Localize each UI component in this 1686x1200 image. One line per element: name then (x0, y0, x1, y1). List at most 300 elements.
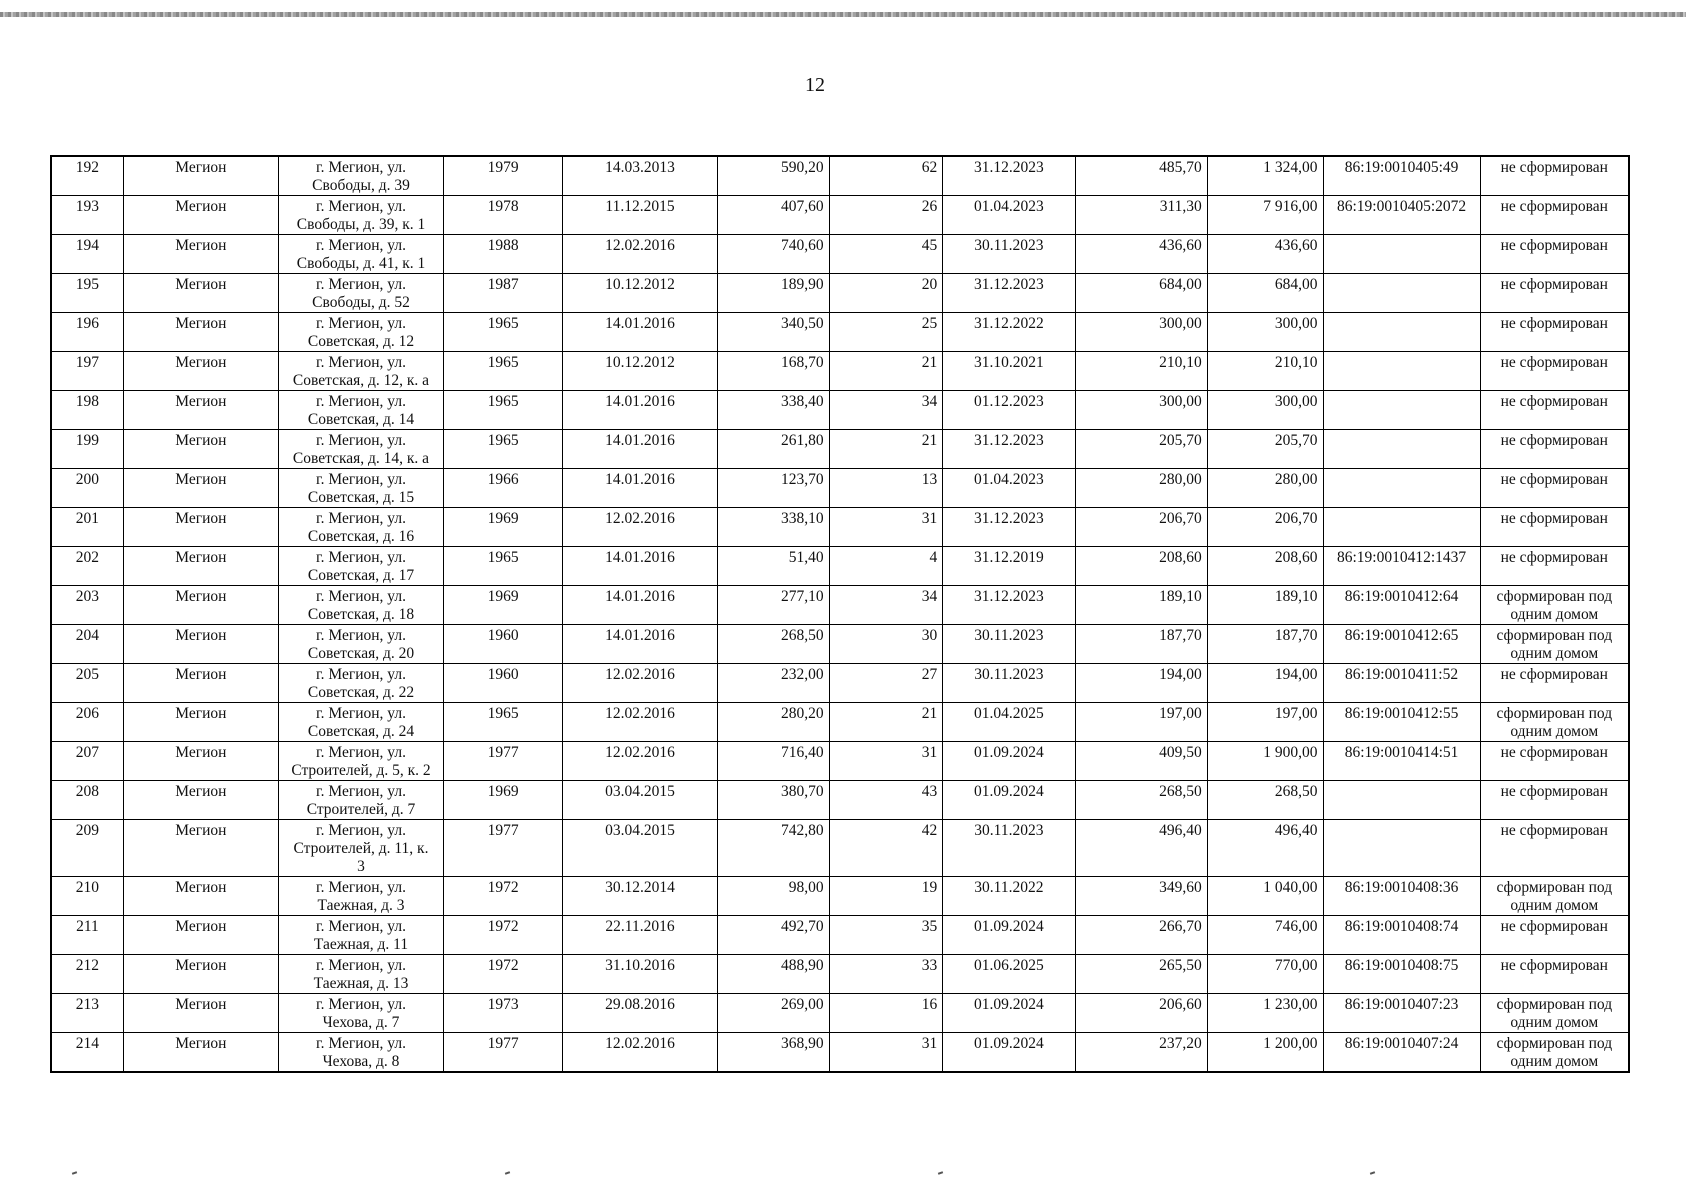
row-number-cell (51, 508, 123, 547)
address-text: Таежная, д. 13 (313, 975, 409, 992)
area-value-2-text: 205,70 (1274, 432, 1318, 449)
land-status-cell (1480, 469, 1629, 508)
area-value-1-cell (1075, 469, 1207, 508)
address-text: г. Мегион, ул. (316, 432, 406, 449)
address-text: Советская, д. 22 (307, 684, 415, 701)
recognition-date-cell (563, 1033, 718, 1073)
resettlement-date-text: 01.04.2023 (974, 198, 1044, 215)
land-status-cell (1480, 916, 1629, 955)
municipality-cell (123, 1033, 278, 1073)
area-value-2-text: 1 324,00 (1263, 159, 1318, 176)
municipality-text: Мегион (175, 159, 227, 176)
land-status-cell (1480, 313, 1629, 352)
area-value-1-cell (1075, 391, 1207, 430)
area-value-2-cell (1207, 955, 1323, 994)
area-value-2-text: 7 916,00 (1263, 198, 1318, 215)
land-status-cell (1480, 274, 1629, 313)
area-value-cell (718, 820, 830, 877)
cadastral-number-cell (1323, 625, 1480, 664)
cadastral-number-cell (1323, 742, 1480, 781)
resident-count-text: 33 (921, 957, 938, 974)
land-status-cell (1480, 994, 1629, 1033)
recognition-date-text: 14.01.2016 (605, 315, 675, 332)
municipality-cell (123, 430, 278, 469)
area-value-1-cell (1075, 916, 1207, 955)
area-value-text: 340,50 (780, 315, 824, 332)
area-value-cell (718, 877, 830, 916)
address-text: Свободы, д. 39 (312, 177, 410, 194)
cadastral-number-cell (1323, 156, 1480, 196)
resident-count-cell (829, 664, 943, 703)
recognition-date-text: 10.12.2012 (605, 354, 675, 371)
area-value-1-cell (1075, 235, 1207, 274)
cadastral-number-cell (1323, 1033, 1480, 1073)
resident-count-text: 21 (921, 705, 938, 722)
table-row (51, 742, 1629, 781)
area-value-2-cell (1207, 994, 1323, 1033)
address-cell (278, 156, 443, 196)
resettlement-date-text: 01.04.2023 (974, 471, 1044, 488)
build-year-text: 1965 (487, 393, 519, 410)
build-year-cell (444, 664, 563, 703)
municipality-cell (123, 742, 278, 781)
address-cell (278, 742, 443, 781)
recognition-date-text: 29.08.2016 (605, 996, 675, 1013)
build-year-cell (444, 781, 563, 820)
land-status-cell (1480, 703, 1629, 742)
row-number-text: 195 (75, 276, 100, 293)
recognition-date-cell (563, 235, 718, 274)
row-number-text: 206 (75, 705, 100, 722)
address-text: г. Мегион, ул. (316, 159, 406, 176)
area-value-1-text: 280,00 (1159, 471, 1202, 488)
municipality-cell (123, 156, 278, 196)
address-text: Советская, д. 24 (307, 723, 415, 740)
resettlement-date-text: 31.12.2019 (974, 549, 1044, 566)
municipality-text: Мегион (175, 1035, 227, 1052)
row-number-text: 209 (75, 822, 100, 839)
resettlement-date-text: 30.11.2023 (974, 822, 1044, 839)
table-body (51, 156, 1629, 1072)
build-year-cell (444, 391, 563, 430)
build-year-cell (444, 313, 563, 352)
area-value-2-cell (1207, 274, 1323, 313)
area-value-1-cell (1075, 430, 1207, 469)
address-text: Таежная, д. 3 (317, 897, 405, 914)
resident-count-cell (829, 955, 943, 994)
area-value-text: 280,20 (780, 705, 824, 722)
resettlement-date-cell (943, 994, 1075, 1033)
cadastral-number-text: 86:19:0010412:65 (1344, 627, 1459, 644)
recognition-date-text: 14.01.2016 (605, 432, 675, 449)
resident-count-text: 43 (921, 783, 938, 800)
table-row (51, 916, 1629, 955)
area-value-2-text: 210,10 (1274, 354, 1318, 371)
municipality-text: Мегион (175, 822, 227, 839)
area-value-2-text: 746,00 (1274, 918, 1318, 935)
resident-count-text: 13 (921, 471, 938, 488)
area-value-cell (718, 586, 830, 625)
area-value-2-text: 300,00 (1274, 393, 1318, 410)
area-value-1-cell (1075, 196, 1207, 235)
cadastral-number-cell (1323, 820, 1480, 877)
area-value-2-text: 770,00 (1274, 957, 1318, 974)
resettlement-date-text: 31.10.2021 (974, 354, 1044, 371)
resident-count-cell (829, 313, 943, 352)
resident-count-cell (829, 820, 943, 877)
row-number-text: 211 (76, 918, 99, 935)
municipality-cell (123, 781, 278, 820)
address-cell (278, 1033, 443, 1073)
area-value-1-cell (1075, 352, 1207, 391)
resettlement-date-cell (943, 781, 1075, 820)
row-number-cell (51, 781, 123, 820)
build-year-cell (444, 235, 563, 274)
area-value-1-text: 197,00 (1159, 705, 1202, 722)
build-year-text: 1973 (487, 996, 519, 1013)
resettlement-date-cell (943, 742, 1075, 781)
area-value-text: 590,20 (780, 159, 824, 176)
address-text: г. Мегион, ул. (316, 918, 406, 935)
cadastral-number-cell (1323, 391, 1480, 430)
area-value-1-text: 265,50 (1159, 957, 1202, 974)
address-text: Строителей, д. 5, к. 2 (291, 762, 431, 779)
address-text: Советская, д. 16 (307, 528, 415, 545)
area-value-2-text: 194,00 (1274, 666, 1318, 683)
address-cell (278, 352, 443, 391)
row-number-cell (51, 820, 123, 877)
area-value-1-text: 268,50 (1159, 783, 1202, 800)
area-value-1-cell (1075, 586, 1207, 625)
build-year-cell (444, 156, 563, 196)
table-row (51, 547, 1629, 586)
land-status-text: сформирован под (1496, 627, 1613, 644)
address-text: г. Мегион, ул. (316, 549, 406, 566)
municipality-cell (123, 664, 278, 703)
resettlement-date-cell (943, 313, 1075, 352)
recognition-date-text: 22.11.2016 (605, 918, 675, 935)
address-cell (278, 877, 443, 916)
row-number-text: 212 (75, 957, 100, 974)
municipality-cell (123, 352, 278, 391)
municipality-text: Мегион (175, 879, 227, 896)
address-text: Свободы, д. 52 (312, 294, 410, 311)
municipality-text: Мегион (175, 354, 227, 371)
recognition-date-cell (563, 430, 718, 469)
area-value-2-cell (1207, 156, 1323, 196)
area-value-1-text: 409,50 (1159, 744, 1202, 761)
land-status-cell (1480, 781, 1629, 820)
address-cell (278, 586, 443, 625)
recognition-date-text: 12.02.2016 (605, 1035, 675, 1052)
address-text: г. Мегион, ул. (316, 276, 406, 293)
build-year-cell (444, 703, 563, 742)
build-year-cell (444, 877, 563, 916)
cadastral-number-text: 86:19:0010408:36 (1344, 879, 1459, 896)
recognition-date-text: 14.03.2013 (605, 159, 675, 176)
table-row (51, 196, 1629, 235)
row-number-cell (51, 469, 123, 508)
resident-count-text: 42 (921, 822, 938, 839)
cadastral-number-cell (1323, 877, 1480, 916)
cadastral-number-text: 86:19:0010412:1437 (1336, 549, 1467, 566)
area-value-cell (718, 994, 830, 1033)
area-value-2-cell (1207, 742, 1323, 781)
land-status-text: одним домом (1510, 723, 1599, 740)
cadastral-number-cell (1323, 781, 1480, 820)
resettlement-date-cell (943, 391, 1075, 430)
area-value-cell (718, 196, 830, 235)
area-value-2-text: 1 900,00 (1263, 744, 1318, 761)
area-value-cell (718, 352, 830, 391)
address-text: Советская, д. 20 (307, 645, 415, 662)
area-value-1-cell (1075, 664, 1207, 703)
resettlement-date-text: 31.12.2022 (974, 315, 1044, 332)
address-text: г. Мегион, ул. (316, 588, 406, 605)
area-value-2-cell (1207, 877, 1323, 916)
build-year-text: 1965 (487, 432, 519, 449)
municipality-text: Мегион (175, 198, 227, 215)
resident-count-text: 34 (921, 588, 938, 605)
cadastral-number-text: 86:19:0010405:49 (1344, 159, 1459, 176)
resident-count-cell (829, 274, 943, 313)
recognition-date-cell (563, 703, 718, 742)
land-status-cell (1480, 1033, 1629, 1073)
cadastral-number-text: 86:19:0010411:52 (1345, 666, 1459, 683)
area-value-1-text: 206,70 (1159, 510, 1202, 527)
address-cell (278, 547, 443, 586)
area-value-2-text: 208,60 (1274, 549, 1318, 566)
resident-count-text: 31 (921, 510, 938, 527)
recognition-date-text: 12.02.2016 (605, 705, 675, 722)
resettlement-date-cell (943, 196, 1075, 235)
resident-count-cell (829, 994, 943, 1033)
resettlement-date-text: 01.12.2023 (974, 393, 1044, 410)
row-number-text: 204 (75, 627, 100, 644)
area-value-1-text: 485,70 (1159, 159, 1202, 176)
area-value-1-cell (1075, 994, 1207, 1033)
resettlement-date-cell (943, 547, 1075, 586)
area-value-cell (718, 274, 830, 313)
table-row (51, 781, 1629, 820)
row-number-text: 213 (75, 996, 100, 1013)
cadastral-number-cell (1323, 469, 1480, 508)
address-text: Советская, д. 14, к. а (292, 450, 430, 467)
recognition-date-cell (563, 742, 718, 781)
resident-count-cell (829, 156, 943, 196)
row-number-cell (51, 313, 123, 352)
cadastral-number-cell (1323, 430, 1480, 469)
area-value-cell (718, 508, 830, 547)
build-year-text: 1972 (487, 918, 519, 935)
address-cell (278, 664, 443, 703)
area-value-2-text: 1 040,00 (1263, 879, 1318, 896)
resettlement-date-cell (943, 955, 1075, 994)
area-value-2-cell (1207, 235, 1323, 274)
cadastral-number-cell (1323, 547, 1480, 586)
table-row (51, 994, 1629, 1033)
land-status-text: не сформирован (1500, 237, 1608, 254)
recognition-date-text: 10.12.2012 (605, 276, 675, 293)
area-value-cell (718, 742, 830, 781)
land-status-text: одним домом (1510, 1053, 1599, 1070)
cadastral-number-text: 86:19:0010408:75 (1344, 957, 1459, 974)
cadastral-number-cell (1323, 313, 1480, 352)
municipality-cell (123, 508, 278, 547)
table-row (51, 877, 1629, 916)
resident-count-cell (829, 877, 943, 916)
area-value-text: 407,60 (780, 198, 824, 215)
build-year-cell (444, 352, 563, 391)
address-text: Строителей, д. 11, к. (293, 840, 429, 857)
build-year-text: 1977 (487, 822, 519, 839)
area-value-1-cell (1075, 820, 1207, 877)
land-status-cell (1480, 430, 1629, 469)
build-year-text: 1960 (487, 666, 519, 683)
cadastral-number-cell (1323, 916, 1480, 955)
resettlement-date-cell (943, 664, 1075, 703)
recognition-date-cell (563, 352, 718, 391)
address-cell (278, 391, 443, 430)
area-value-text: 189,90 (780, 276, 824, 293)
scan-mark (72, 1171, 77, 1175)
table-row (51, 352, 1629, 391)
resettlement-date-text: 01.09.2024 (974, 1035, 1044, 1052)
build-year-text: 1988 (487, 237, 519, 254)
area-value-text: 269,00 (780, 996, 824, 1013)
land-status-cell (1480, 508, 1629, 547)
build-year-text: 1977 (487, 1035, 519, 1052)
address-text: Свободы, д. 41, к. 1 (296, 255, 426, 272)
area-value-text: 716,40 (780, 744, 824, 761)
area-value-2-text: 684,00 (1274, 276, 1318, 293)
cadastral-number-cell (1323, 274, 1480, 313)
build-year-cell (444, 625, 563, 664)
land-status-cell (1480, 664, 1629, 703)
area-value-1-cell (1075, 1033, 1207, 1073)
build-year-cell (444, 916, 563, 955)
land-status-text: одним домом (1510, 1014, 1599, 1031)
recognition-date-text: 14.01.2016 (605, 627, 675, 644)
build-year-text: 1978 (487, 198, 519, 215)
area-value-1-text: 300,00 (1159, 315, 1202, 332)
land-status-cell (1480, 742, 1629, 781)
build-year-cell (444, 430, 563, 469)
resettlement-date-text: 01.09.2024 (974, 918, 1044, 935)
address-cell (278, 196, 443, 235)
resident-count-text: 30 (921, 627, 938, 644)
recognition-date-cell (563, 274, 718, 313)
housing-registry-table (50, 155, 1630, 1073)
row-number-text: 207 (75, 744, 100, 761)
land-status-text: одним домом (1510, 606, 1599, 623)
table-row (51, 586, 1629, 625)
build-year-text: 1965 (487, 705, 519, 722)
row-number-cell (51, 156, 123, 196)
address-text: Свободы, д. 39, к. 1 (296, 216, 426, 233)
area-value-2-cell (1207, 313, 1323, 352)
cadastral-number-cell (1323, 955, 1480, 994)
resident-count-text: 34 (921, 393, 938, 410)
row-number-text: 199 (75, 432, 100, 449)
resettlement-date-cell (943, 352, 1075, 391)
area-value-cell (718, 156, 830, 196)
address-cell (278, 625, 443, 664)
row-number-cell (51, 352, 123, 391)
cadastral-number-text: 86:19:0010408:74 (1344, 918, 1459, 935)
area-value-2-cell (1207, 547, 1323, 586)
area-value-1-text: 349,60 (1159, 879, 1202, 896)
build-year-cell (444, 508, 563, 547)
land-status-text: одним домом (1510, 897, 1599, 914)
address-text: г. Мегион, ул. (316, 1035, 406, 1052)
recognition-date-text: 14.01.2016 (605, 588, 675, 605)
resident-count-cell (829, 742, 943, 781)
area-value-1-cell (1075, 313, 1207, 352)
area-value-cell (718, 469, 830, 508)
municipality-cell (123, 196, 278, 235)
area-value-text: 232,00 (780, 666, 824, 683)
municipality-cell (123, 625, 278, 664)
address-text: Советская, д. 12, к. а (292, 372, 430, 389)
resident-count-text: 25 (921, 315, 938, 332)
resident-count-text: 19 (921, 879, 938, 896)
area-value-2-text: 280,00 (1274, 471, 1318, 488)
scan-mark (1370, 1171, 1375, 1175)
address-text: г. Мегион, ул. (316, 666, 406, 683)
build-year-text: 1965 (487, 354, 519, 371)
recognition-date-text: 03.04.2015 (605, 783, 675, 800)
land-status-text: не сформирован (1500, 510, 1608, 527)
land-status-text: не сформирован (1500, 957, 1608, 974)
resident-count-cell (829, 352, 943, 391)
row-number-cell (51, 1033, 123, 1073)
municipality-text: Мегион (175, 315, 227, 332)
resettlement-date-text: 30.11.2022 (974, 879, 1044, 896)
address-cell (278, 955, 443, 994)
land-status-text: сформирован под (1496, 705, 1613, 722)
area-value-cell (718, 235, 830, 274)
row-number-text: 200 (75, 471, 100, 488)
build-year-text: 1979 (487, 159, 519, 176)
area-value-1-text: 206,60 (1159, 996, 1202, 1013)
recognition-date-text: 12.02.2016 (605, 744, 675, 761)
area-value-2-text: 206,70 (1274, 510, 1318, 527)
address-cell (278, 430, 443, 469)
area-value-1-text: 436,60 (1159, 237, 1202, 254)
recognition-date-text: 14.01.2016 (605, 471, 675, 488)
area-value-1-text: 208,60 (1159, 549, 1202, 566)
recognition-date-text: 12.02.2016 (605, 510, 675, 527)
area-value-1-cell (1075, 955, 1207, 994)
resident-count-cell (829, 916, 943, 955)
resident-count-cell (829, 781, 943, 820)
municipality-text: Мегион (175, 276, 227, 293)
resettlement-date-cell (943, 430, 1075, 469)
recognition-date-cell (563, 994, 718, 1033)
resident-count-text: 4 (929, 549, 938, 566)
area-value-cell (718, 703, 830, 742)
area-value-1-cell (1075, 781, 1207, 820)
table-row (51, 156, 1629, 196)
land-status-text: не сформирован (1500, 159, 1608, 176)
area-value-1-text: 210,10 (1159, 354, 1202, 371)
municipality-text: Мегион (175, 627, 227, 644)
row-number-text: 194 (75, 237, 100, 254)
row-number-cell (51, 877, 123, 916)
address-text: Советская, д. 12 (307, 333, 415, 350)
area-value-2-text: 496,40 (1274, 822, 1318, 839)
